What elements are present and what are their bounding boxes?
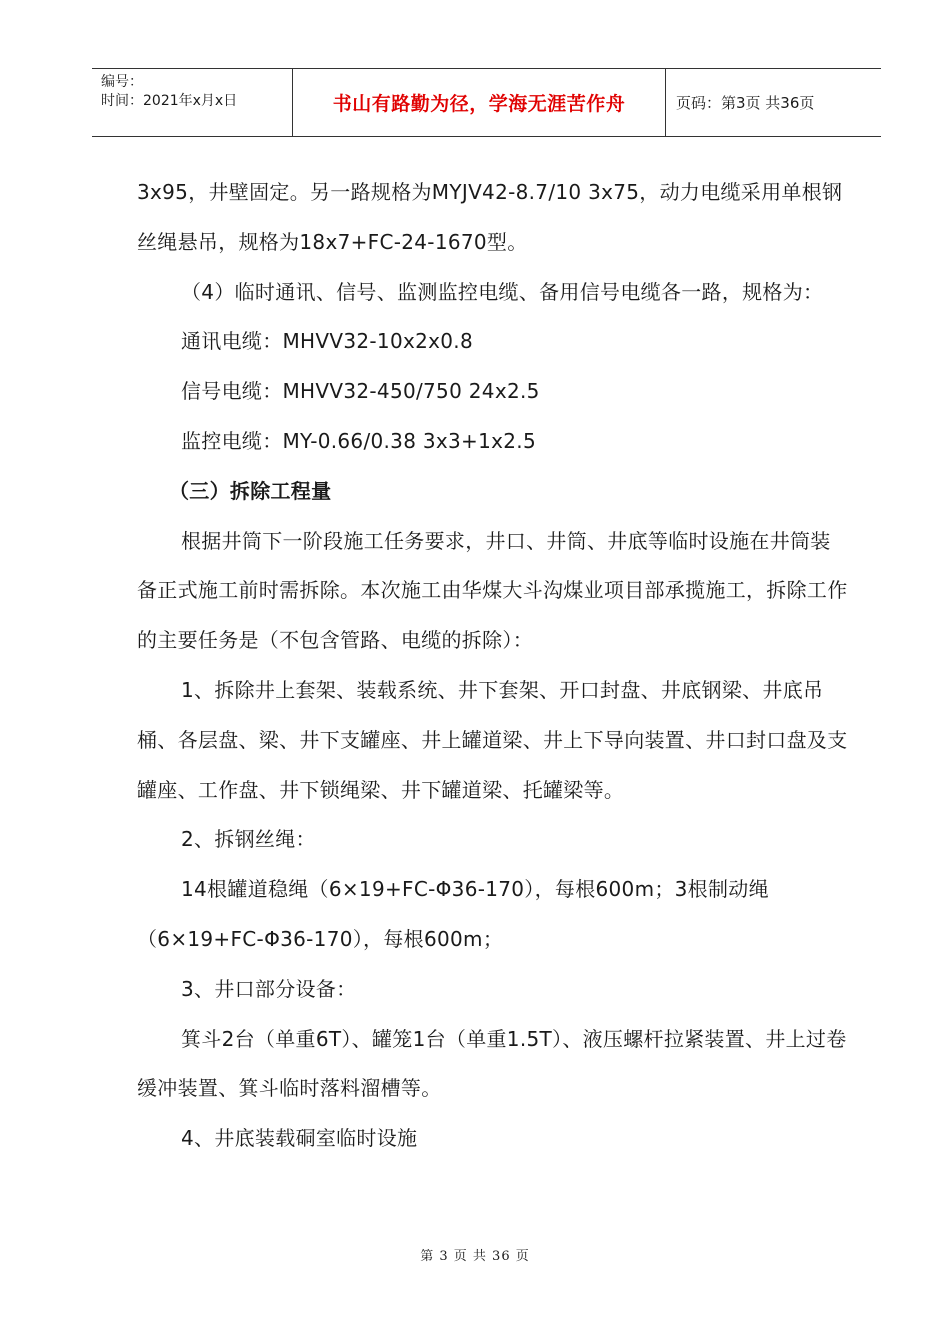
header-motto: 书山有路勤为径，学海无涯苦作舟 bbox=[332, 93, 626, 115]
paragraph-comm-cables: （4）临时通讯、信号、监测监控电缆、备用信号电缆各一路，规格为： bbox=[181, 279, 824, 304]
section-heading-demolition: （三）拆除工程量 bbox=[169, 478, 332, 503]
document-body bbox=[137, 168, 849, 1164]
header-page-number: 页码：第3页 共36页 bbox=[676, 94, 815, 112]
page-footer: 第 3 页 共 36 页 bbox=[420, 1249, 530, 1264]
document-number: 编号： bbox=[101, 74, 143, 90]
paragraph-demolition-intro: 根据井筒下一阶段施工任务要求，井口、井筒、井底等临时设施在井筒装备正式施工前时需拆除。本次施工由华煤大斗沟煤业项目部承揽施工，拆除工作的主要任务是（不包含管路、电缆的拆除）： bbox=[137, 528, 848, 653]
paragraph-signal-cable: 信号电缆：MHVV32-450/750 24x2.5 bbox=[181, 379, 540, 404]
paragraph-item-2: 2、拆钢丝绳： bbox=[181, 827, 316, 852]
page-header bbox=[92, 68, 881, 137]
paragraph-comm-cable: 通讯电缆：MHVV32-10x2x0.8 bbox=[181, 329, 473, 354]
document-date: 时间：2021年x月x日 bbox=[101, 93, 238, 109]
paragraph-item-1: 1、拆除井上套架、装载系统、井下套架、开口封盘、井底钢梁、井底吊桶、各层盘、梁、井下支罐座、井上罐道梁、井上下导向装置、井口封口盘及支罐座、工作盘、井下锁绳梁、井下罐道梁、托罐梁等。 bbox=[137, 677, 848, 802]
paragraph-monitor-cable: 监控电缆：MY-0.66/0.38 3x3+1x2.5 bbox=[181, 428, 536, 453]
paragraph-item-4: 4、井底装载硐室临时设施 bbox=[181, 1126, 418, 1151]
header-meta bbox=[92, 69, 293, 136]
paragraph-wire-ropes: 14根罐道稳绳（6×19+FC-Φ36-170），每根600m；3根制动绳（6×19+FC-Φ36-170），每根600m； bbox=[137, 877, 769, 951]
header-page-cell bbox=[666, 69, 881, 136]
paragraph-cable-spec: 3x95，井壁固定。另一路规格为MYJV42-8.7/10 3x75，动力电缆采用单根钢丝绳悬吊，规格为18x7+FC-24-1670型。 bbox=[137, 180, 843, 254]
header-motto-cell bbox=[293, 69, 666, 136]
paragraph-equipment: 箕斗2台（单重6T）、罐笼1台（单重1.5T）、液压螺杆拉紧装置、井上过卷缓冲装置、箕斗临时落料溜槽等。 bbox=[137, 1026, 847, 1101]
paragraph-item-3: 3、井口部分设备： bbox=[181, 976, 357, 1001]
